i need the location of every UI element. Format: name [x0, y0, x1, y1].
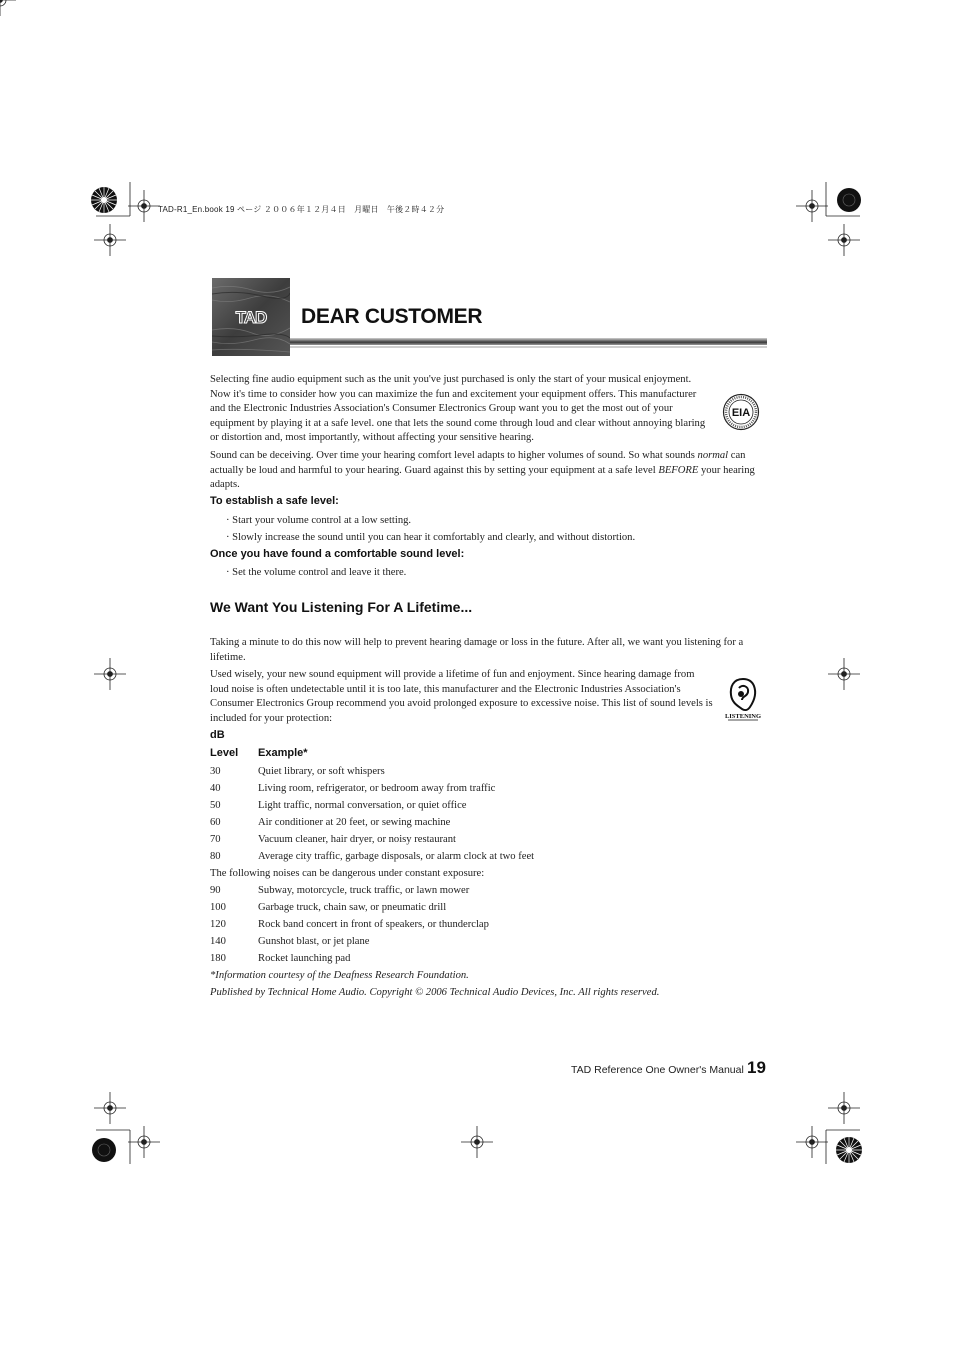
tad-logo-box [212, 278, 290, 356]
comfortable-item-1: · Set the volume control and leave it there. [226, 567, 407, 578]
intro-paragraph-2: Sound can be deceiving. Over time your hearing comfort level adapts to higher volumes of sound. So what sounds normal can actually be loud and harmful to your hearing. Guard against this by setting your equipment at a safe level BEFORE your hearing adapts. [210, 450, 755, 491]
information-credit: *Information courtesy of the Deafness Research Foundation. [210, 970, 469, 981]
title-rule-shadow [290, 346, 767, 348]
lifetime-paragraph-2: Used wisely, your new sound equipment will provide a lifetime of fun and enjoyment. Since hearing damage from loud noise is often undetectable until it is too late, this manufacturer and the Electronic Industries Association's Consumer Electronics Group recommend you avoid prolonged exposure to excessive noise. This list of sound levels is included for your protection: [210, 669, 713, 724]
comfortable-heading: Once you have found a comfortable sound level: [210, 548, 465, 560]
book-file-line: TAD-R1_En.book 19 ページ ２００６年１２月４日 月曜日 午後２時４２分 [158, 205, 445, 214]
listening-badge-text: LISTENING [724, 713, 762, 720]
page-number: 19 [747, 1058, 766, 1077]
eia-seal-icon [722, 393, 760, 431]
table-db-label: dB [210, 729, 225, 741]
lifetime-heading: We Want You Listening For A Lifetime... [210, 599, 473, 615]
lifetime-paragraph-1: Taking a minute to do this now will help to prevent hearing damage or loss in the future. After all, we want you listening for a lifetime. [210, 637, 744, 663]
logo-text: TAD [235, 308, 267, 327]
copyright-notice: Published by Technical Home Audio. Copyright © 2006 Technical Audio Devices, Inc. All rights reserved. [210, 987, 660, 998]
listening-badge [724, 676, 762, 722]
safe-level-heading: To establish a safe level: [210, 495, 339, 507]
title-rule [290, 338, 767, 345]
danger-note: The following noises can be dangerous under constant exposure: [210, 868, 485, 879]
table-level-header: Level [210, 747, 239, 759]
table-example-header: Example* [258, 747, 308, 759]
page-title: DEAR CUSTOMER [301, 305, 483, 328]
ear-listening-icon [724, 676, 762, 722]
tad-logo-icon [212, 278, 290, 356]
eia-badge-text: EIA [731, 407, 751, 419]
eia-badge [722, 393, 760, 431]
footer-manual-name: TAD Reference One Owner's Manual [571, 1064, 744, 1076]
safe-level-item-1: · Start your volume control at a low setting. [226, 515, 412, 526]
safe-level-item-2: · Slowly increase the sound until you can hear it comfortably and clearly, and without distortion. [226, 532, 636, 543]
intro-paragraph-1: Selecting fine audio equipment such as the unit you've just purchased is only the start of your musical enjoyment. Now it's time to consider how you can maximize the fun and excitement your equipment offers. This manufacturer and the Electronic Industries Association's Consumer Electronics Group want you to get the most out of your equipment by playing it at a safe level. one that lets the sound come through loud and clear without annoying blaring or distortion and, most importantly, without affecting your sensitive hearing. [210, 374, 706, 444]
